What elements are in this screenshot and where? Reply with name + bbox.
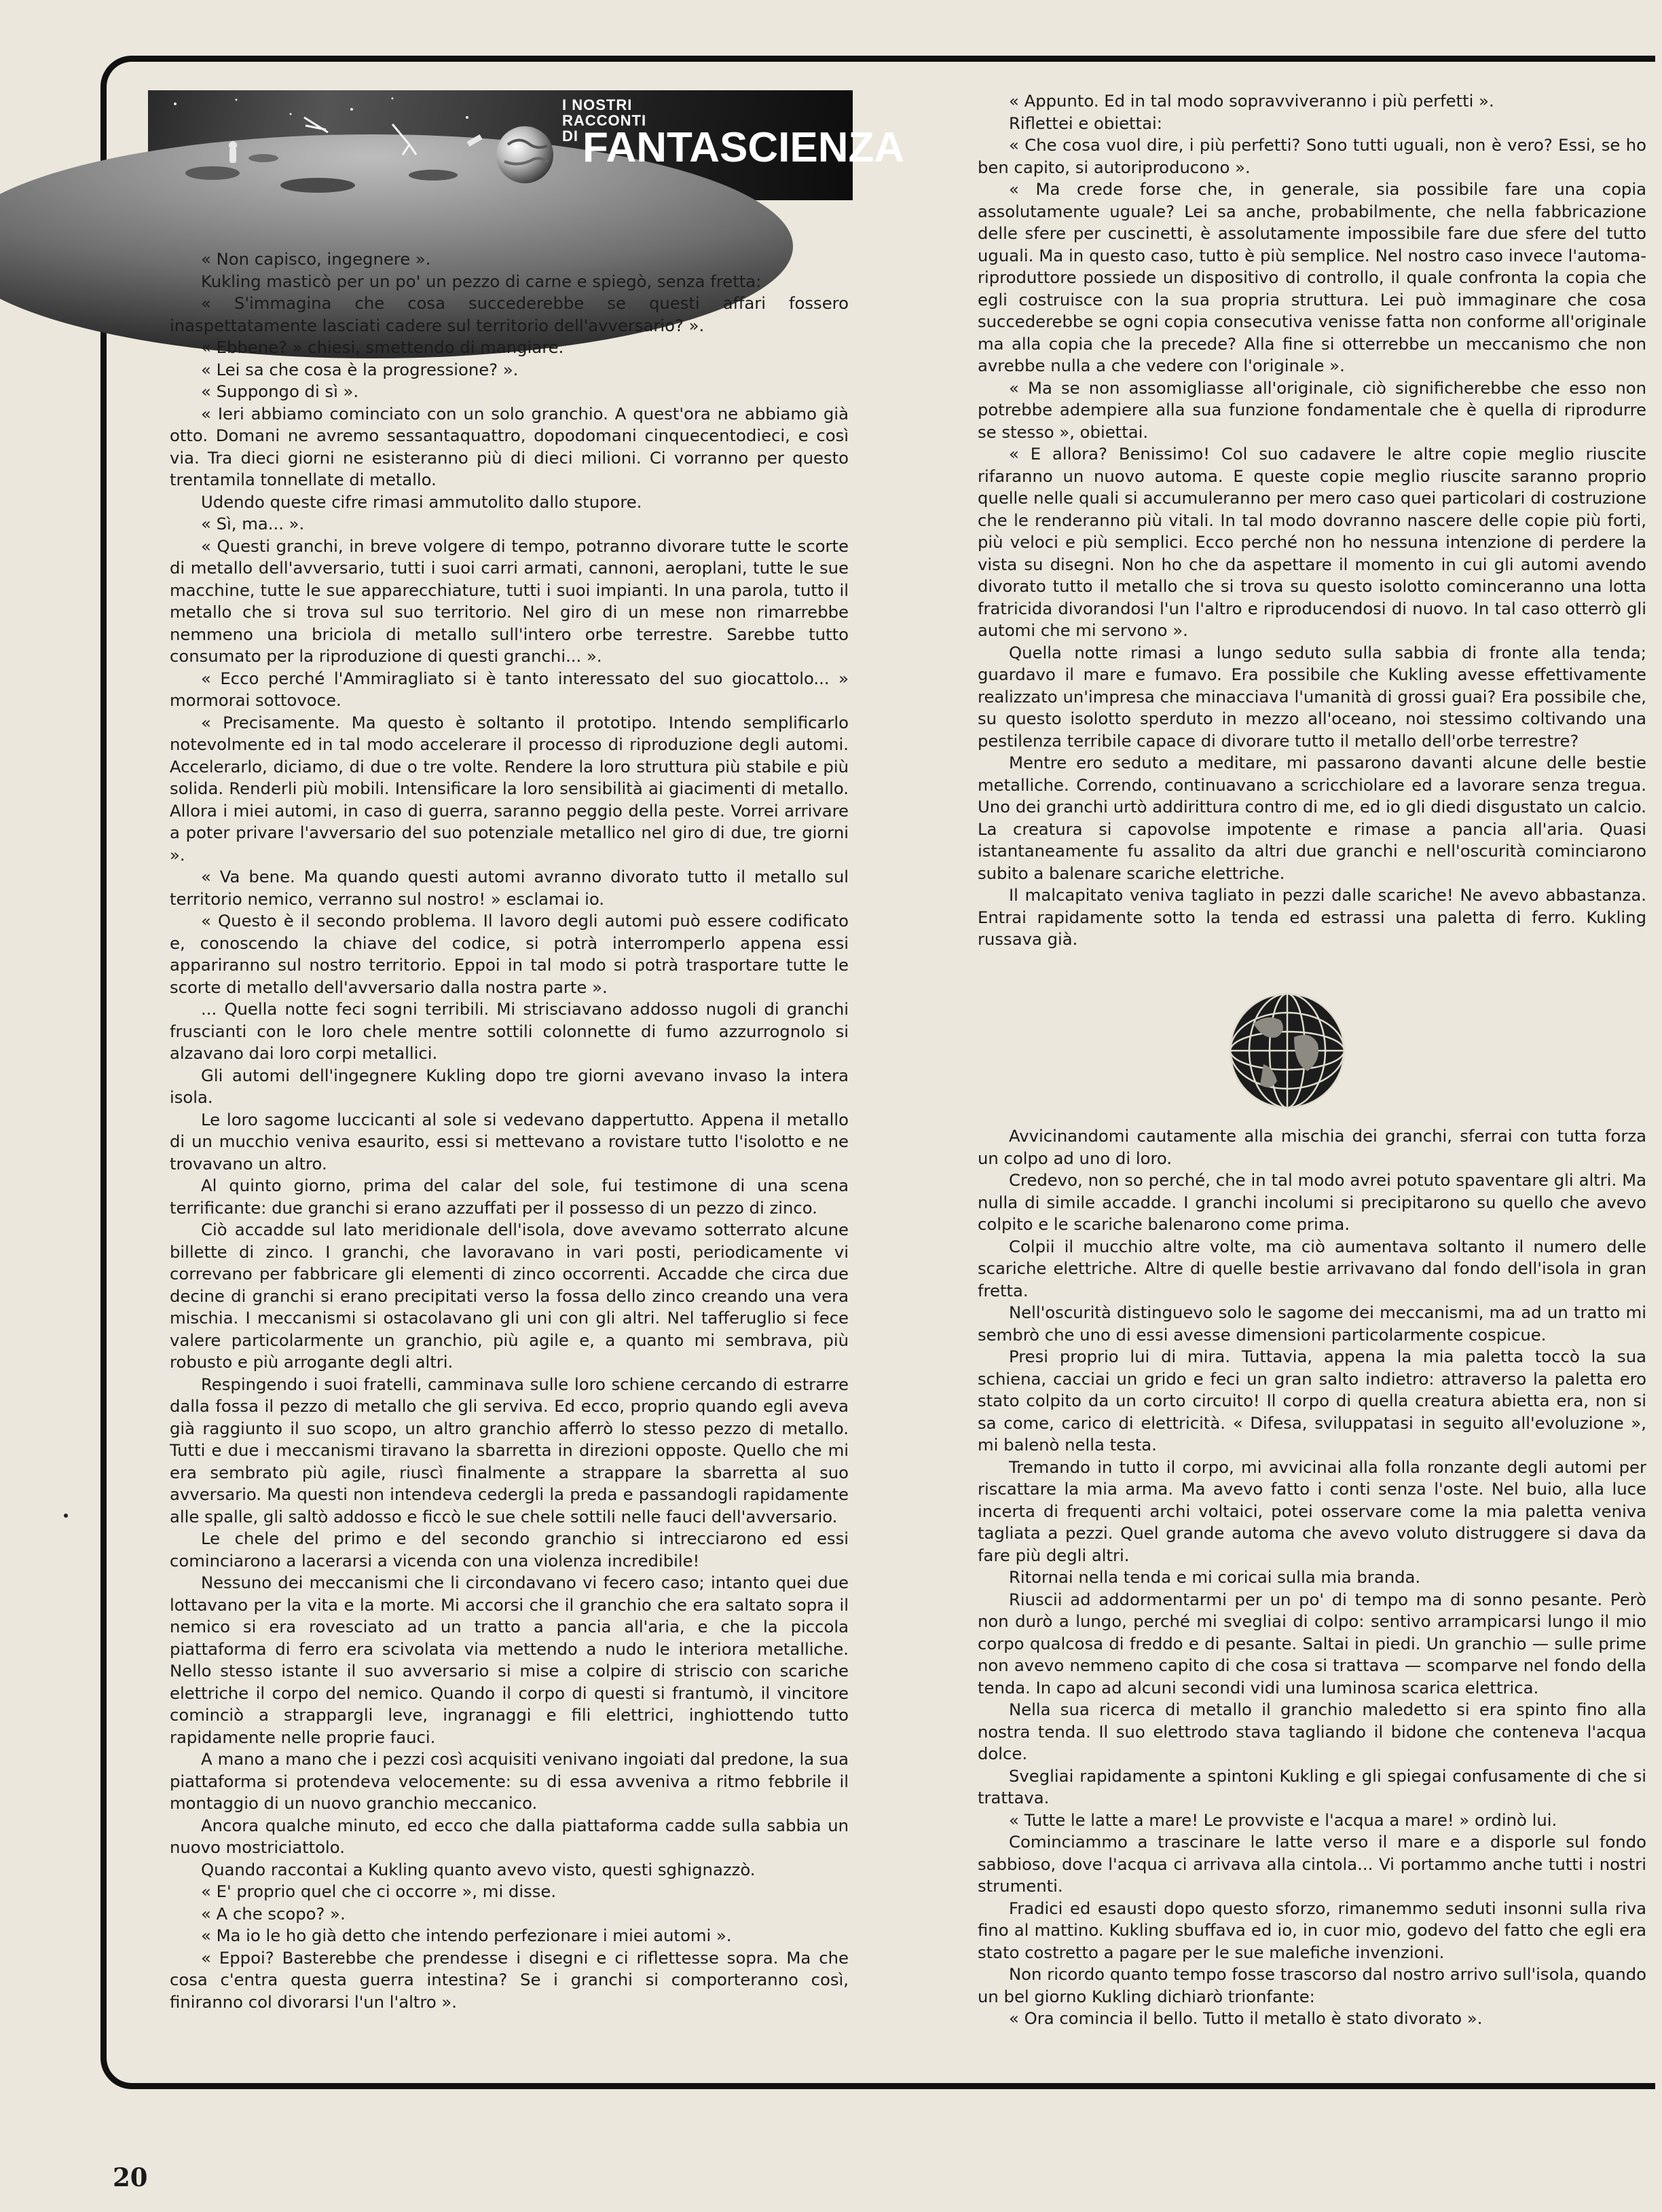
paragraph: Svegliai rapidamente a spintoni Kukling e gli spiegai confusamente di che si trattava.: [978, 1765, 1646, 1807]
paragraph: « Questo è il secondo problema. Il lavoro degli automi può essere codificato e, conoscendo la chiave del codice, si potrà interromperlo appena essi appariranno sul nostro territorio. Eppoi in tal modo si potrà trasportare tutte le scorte di metallo dell'avversario dalla nostra parte ».: [170, 911, 849, 997]
paragraph: Fradici ed esausti dopo questo sforzo, rimanemmo seduti insonni sulla riva fino al mattino. Kukling sbuffava ed io, in cuor mio, godevo del fatto che egli era stato costretto a pagare per le sue malefiche invenzioni.: [978, 1898, 1646, 1962]
print-speck: [64, 1514, 68, 1518]
paragraph: Riuscii ad addormentarmi per un po' di tempo ma di sonno pesante. Però non durò a lungo, perché mi svegliai di colpo: sentivo arrampicarsi lungo il mio corpo qualcosa di freddo e di pesante. Saltai in piedi. Un granchio — sulle prime non avevo nemmeno capito di che cosa si trattava — scomparve nel fondo della tenda. In capo ad alcuni secondi vidi una luminosa scarica elettrica.: [978, 1589, 1646, 1698]
paragraph: Colpii il mucchio altre volte, ma ciò aumentava soltanto il numero delle scariche elettriche. Altre di quelle bestie arrivavano dal fondo dell'isola in gran fretta.: [978, 1236, 1646, 1300]
paragraph: « Tutte le latte a mare! Le provviste e l'acqua a mare! » ordinò lui.: [1009, 1810, 1557, 1830]
paragraph: Nessuno dei meccanismi che li circondavano vi fecero caso; intanto quei due lottavano per la vita e la morte. Mi accorsi che il granchio che era saltato sopra il nemico si era rovesciato ad un tratto a pancia all'aria, e che la piccola piattaforma di ferro era scivolata via mettendo a nudo le interiora metalliche. Nello stesso istante il suo avversario si mise a colpire di striscio con scariche elettriche il corpo del nemico. Quando il corpo di questi si frantumò, il vincitore cominciò a strappargli leve, ingranaggi e fili elettrici, inghiottendo tutto rapidamente nelle proprie fauci.: [170, 1573, 849, 1747]
right-column-top: [978, 90, 1646, 951]
left-column: [170, 248, 849, 2013]
paragraph: « Ma io le ho già detto che intendo perfezionare i miei automi ».: [201, 1926, 732, 1945]
paragraph: « Sì, ma... ».: [201, 514, 305, 533]
paragraph: « A che scopo? ».: [201, 1903, 346, 1924]
paragraph: « Questi granchi, in breve volgere di tempo, potranno divorare tutte le scorte di metallo dell'avversario, tutti i suoi carri armati, cannoni, aeroplani, tutte le sue macchine, tutte le sue apparecchiature, tutti i suoi impianti. In una parola, tutto il metallo che si trova sul suo territorio. Nel giro di un mese non rimarrebbe nemmeno una briciola di metallo sull'intero orbe terrestre. Sarebbe tutto consumato per la riproduzione di questi granchi... ».: [170, 536, 849, 666]
paragraph: « Ieri abbiamo cominciato con un solo granchio. A quest'ora ne abbiamo già otto. Domani ne avremo sessantaquattro, dopodomani cinquecentodieci, e così via. Tra dieci giorni ne esisteranno più di dieci milioni. Ci vorranno per questo trentamila tonnellate di metallo.: [170, 403, 849, 489]
series-banner: [148, 90, 905, 200]
banner-line-3: DI: [562, 128, 578, 145]
paragraph: Udendo queste cifre rimasi ammutolito dallo stupore.: [201, 491, 642, 512]
paragraph: « Ma se non assomigliasse all'originale, ciò significherebbe che esso non potrebbe adempiere alla sua funzione fondamentale che è quella di riprodurre se stesso », obiettai.: [978, 377, 1646, 442]
paragraph: « Ebbene? » chiesi, smettendo di mangiare.: [201, 337, 564, 357]
paragraph: Mentre ero seduto a meditare, mi passarono davanti alcune delle bestie metalliche. Correndo, continuavano a scricchiolare ed a lavorare senza tregua. Uno dei granchi urtò addirittura contro di me, ed io gli diedi disgustato un calcio. La creatura si capovolse impotente e rimase a pancia all'aria. Quasi istantaneamente fu assalito da altri due granchi e nell'oscurità cominciarono subito a balenare scariche elettriche.: [978, 753, 1646, 883]
banner-line-2: RACCONTI: [562, 112, 647, 129]
paragraph: Riflettei e obiettai:: [1009, 113, 1162, 133]
paragraph: Nell'oscurità distinguevo solo le sagome dei meccanismi, ma ad un tratto mi sembrò che uno di essi avesse dimensioni particolarmente cospicue.: [978, 1302, 1646, 1345]
paragraph: ... Quella notte feci sogni terribili. Mi strisciavano addosso nugoli di granchi fruscianti con le loro chele mentre sottili colonnette di fumo azzurrognolo si alzavano dai loro corpi metallici.: [170, 999, 849, 1063]
paragraph: « E allora? Benissimo! Col suo cadavere le altre copie meglio riuscite rifaranno un nuovo automa. E queste copie meglio riuscite saranno proprio quelle nelle quali si accumuleranno per mero caso quei particolari di costruzione che le renderanno più vitali. In tal modo dovranno nascere delle copie più forti, più veloci e più semplici. Ecco perché non ho nessuna intenzione di perdere la vista su disegni. Non ho che da aspettare il momento in cui gli automi avendo divorato tutto il metallo che si trova su questo isolotto cominceranno una lotta fratricida divorandosi l'un l'altro e riproducendosi di nuovo. In tal caso otterrò gli automi che mi servono ».: [978, 444, 1646, 640]
paragraph: Nella sua ricerca di metallo il granchio maledetto si era spinto fino alla nostra tenda. Il suo elettrodo stava tagliando il bidone che conteneva l'acqua dolce.: [978, 1700, 1646, 1763]
paragraph: « S'immagina che cosa succederebbe se questi affari fossero inaspettatamente lasciati cadere sul territorio dell'avversario? ».: [170, 293, 849, 335]
paragraph: Le chele del primo e del secondo granchio si intrecciarono ed essi cominciarono a lacerarsi a vicenda con una violenza incredibile!: [170, 1529, 849, 1571]
paragraph: Il malcapitato veniva tagliato in pezzi dalle scariche! Ne avevo abbastanza. Entrai rapidamente sotto la tenda ed estrassi una paletta di ferro. Kukling russava già.: [978, 885, 1646, 949]
paragraph: « Ora comincia il bello. Tutto il metallo è stato divorato ».: [1009, 2008, 1483, 2028]
paragraph: Non ricordo quanto tempo fosse trascorso dal nostro arrivo sull'isola, quando un bel giorno Kukling dichiarò trionfante:: [978, 1964, 1646, 2006]
banner-line-4: FANTASCIENZA: [583, 124, 905, 171]
paragraph: « Appunto. Ed in tal modo sopravviveranno i più perfetti ».: [1009, 91, 1494, 111]
paragraph: Ancora qualche minuto, ed ecco che dalla piattaforma cadde sulla sabbia un nuovo mostriciattolo.: [170, 1815, 849, 1857]
paragraph: « Precisamente. Ma questo è soltanto il prototipo. Intendo semplificarlo notevolmente ed in tal modo accelerare il processo di riproduzione degli automi. Accelerarlo, diciamo, di due o tre volte. Rendere la loro struttura più stabile e più solida. Renderli più mobili. Intensificare la loro sensibilità ai giacimenti di metallo. Allora i miei automi, in caso di guerra, saranno peggio della peste. Vorrei arrivare a poter privare l'avversario del suo potenziale metallico nel giro di due, tre giorni ».: [170, 712, 849, 865]
paragraph: Quando raccontai a Kukling quanto avevo visto, questi sghignazzò.: [201, 1859, 756, 1879]
paragraph: Credevo, non so perché, che in tal modo avrei potuto spaventare gli altri. Ma nulla di simile accadde. I granchi incolumi si precipitarono su quello che avevo colpito e le scariche balenarono come prima.: [978, 1170, 1646, 1234]
paragraph: « Ma crede forse che, in generale, sia possibile fare una copia assolutamente uguale? Lei sa anche, probabilmente, che nella fabbricazione delle sfere per cuscinetti, è assolutamente impossibile fare due sfere del tutto uguali. Ma in questo caso, tutto è più semplice. Nel nostro caso invece l'automa-riproduttore possiede un dispositivo di controllo, il quale confronta la copia che egli costruisce con la sua propria struttura. Lei può immaginare che cosa succederebbe se ogni copia consecutiva venisse fatta non conforme all'originale ma alla copia che la precede? Alla fine si otterrebbe un meccanismo che non avrebbe nulla a che vedere con l'originale ».: [978, 179, 1646, 375]
banner-title: [562, 96, 905, 171]
paragraph: Le loro sagome luccicanti al sole si vedevano dappertutto. Appena il metallo di un mucchio veniva esaurito, essi si mettevano a rovistare tutto l'isolotto e ne trovavano un altro.: [170, 1109, 849, 1174]
paragraph: Kukling masticò per un po' un pezzo di carne e spiegò, senza fretta:: [201, 271, 762, 291]
paragraph: Ciò accadde sul lato meridionale dell'isola, dove avevamo sotterrato alcune billette di zinco. I granchi, che lavoravano in vari posti, periodicamente vi correvano per fabbricare gli elementi di zinco occorrenti. Accadde che circa due decine di granchi si erano precipitati verso la fossa dello zinco creando una vera mischia. I meccanismi si ostacolavano gli uni con gli altri. Nel tafferuglio si fece valere particolarmente un granchio, più agile e, a quanto mi sembrava, più robusto e più arrogante degli altri.: [170, 1220, 849, 1372]
banner-line-1: I NOSTRI: [562, 96, 633, 113]
paragraph: « Che cosa vuol dire, i più perfetti? Sono tutti uguali, non è vero? Essi, se ho ben capito, si autoriproducono ».: [978, 135, 1646, 177]
paragraph: Quella notte rimasi a lungo seduto sulla sabbia di fronte alla tenda; guardavo il mare e fumavo. Era possibile che Kukling avesse effettivamente realizzato un'impresa che minacciava l'umanità di grossi guai? Era possibile che, su questo isolotto sperduto in mezzo all'oceano, noi stessimo coltivando una pestilenza terribile capace di divorare tutto il metallo dell'orbe terrestre?: [978, 642, 1646, 751]
paragraph: Tremando in tutto il corpo, mi avvicinai alla folla ronzante degli automi per riscattare la mia arma. Ma avevo fatto i conti senza l'oste. Nel buio, alla luce incerta di frequenti archi voltaici, potei osservare come la mia paletta veniva tagliata a pezzi. Quel grande automa che avevo voluto distruggere si dava da fare più degli altri.: [978, 1457, 1646, 1565]
page-number: 20: [113, 2162, 148, 2192]
paragraph: Al quinto giorno, prima del calar del sole, fui testimone di una scena terrificante: due granchi si erano azzuffati per il possesso di un pezzo di zinco.: [170, 1176, 849, 1218]
paragraph: « Non capisco, ingegnere ».: [201, 249, 431, 269]
paragraph: Ritornai nella tenda e mi coricai sulla mia branda.: [1009, 1567, 1421, 1587]
paragraph: « Va bene. Ma quando questi automi avranno divorato tutto il metallo sul territorio nemico, verranno sul nostro! » esclamai io.: [170, 867, 849, 909]
paragraph: Avvicinandomi cautamente alla mischia dei granchi, sferrai con tutta forza un colpo ad uno di loro.: [978, 1126, 1646, 1168]
globe-ornament-icon: [1226, 990, 1348, 1112]
paragraph: « Lei sa che cosa è la progressione? ».: [201, 359, 519, 379]
paragraph: Gli automi dell'ingegnere Kukling dopo tre giorni avevano invaso la intera isola.: [170, 1065, 849, 1107]
paragraph: « Eppoi? Basterebbe che prendesse i disegni e ci riflettesse sopra. Ma che cosa c'entra questa guerra intestina? Se i granchi si comporteranno così, finiranno col divorarsi l'un l'altro ».: [170, 1947, 849, 2012]
paragraph: « Ecco perché l'Ammiragliato si è tanto interessato del suo giocattolo... » mormorai sottovoce.: [170, 668, 849, 710]
paragraph: « E' proprio quel che ci occorre », mi disse.: [201, 1881, 557, 1901]
paragraph: « Suppongo di sì ».: [201, 381, 359, 401]
paragraph: A mano a mano che i pezzi così acquisiti venivano ingoiati dal predone, la sua piattaforma si protendeva velocemente: su di essa avveniva a ritmo febbrile il montaggio di un nuovo granchio meccanico.: [170, 1749, 849, 1813]
right-column-bottom: [978, 1125, 1646, 2030]
paragraph: Cominciammo a trascinare le latte verso il mare e a disporle sul fondo sabbioso, dove l'acqua ci arrivava alla cintola... Vi portammo anche tutti i nostri strumenti.: [978, 1832, 1646, 1896]
paragraph: Respingendo i suoi fratelli, camminava sulle loro schiene cercando di estrarre dalla fossa il pezzo di metallo che gli serviva. Ed ecco, proprio quando egli aveva già raggiunto il suo scopo, un altro granchio afferrò lo stesso pezzo di metallo. Tutti e due i meccanismi tiravano la sbarretta in direzioni opposte. Quello che mi era sembrato più agile, riuscì finalmente a strappare la sbarretta al suo avversario. Ma questi non intendeva cedergli la preda e passandogli rapidamente alle spalle, gli saltò addosso e ficcò le sue chele sottili nelle fauci dell'avversario.: [170, 1374, 849, 1526]
paragraph: Presi proprio lui di mira. Tuttavia, appena la mia paletta toccò la sua schiena, cacciai un grido e feci un gran salto indietro: attraverso la paletta ero stato colpito da un corto circuito! Il corpo di quella creatura abietta era, non si sa come, carico di elettricità. « Difesa, sviluppatasi in seguito all'evoluzione », mi balenò nella testa.: [978, 1347, 1646, 1455]
